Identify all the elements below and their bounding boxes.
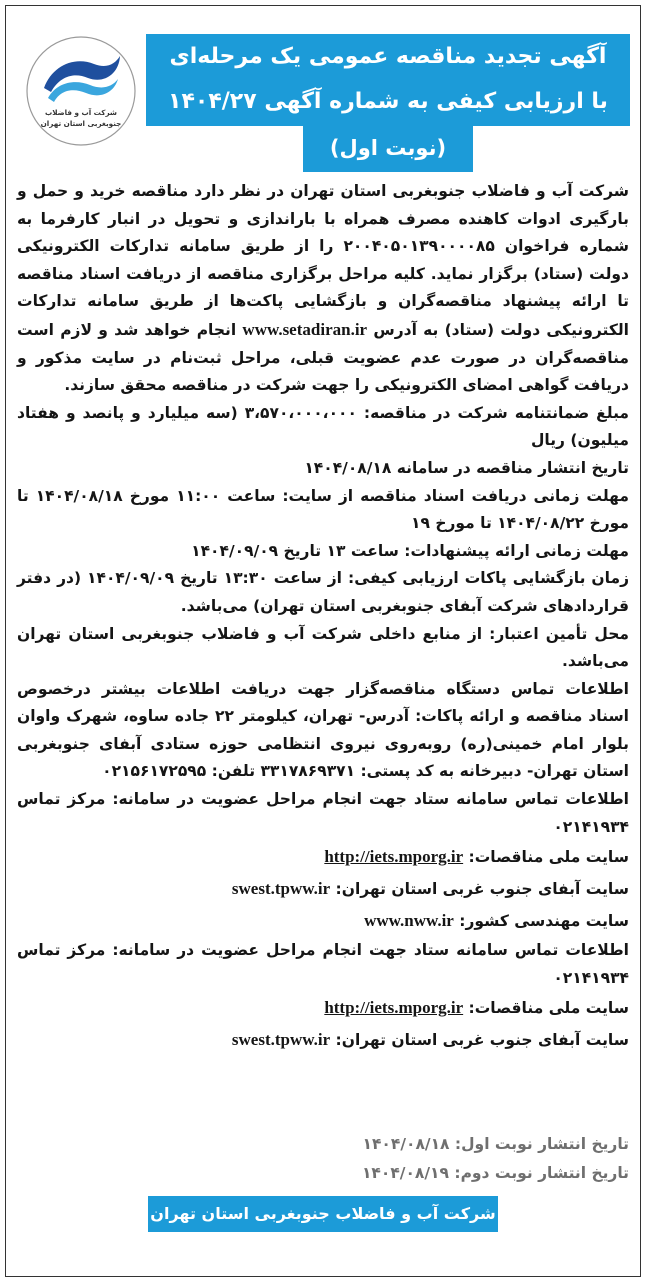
notice-main <box>17 178 629 1232</box>
footer-wrap <box>17 1196 629 1232</box>
logo-text-line2: جنوبغربی استان تهران <box>40 119 122 128</box>
system-publish-date: تاریخ انتشار مناقصه در سامانه ۱۴۰۴/۰۸/۱۸ <box>304 458 629 477</box>
notice-round-label: (نوبت اول) <box>303 126 473 172</box>
site-line-engineering <box>17 905 629 937</box>
site-line-abfa <box>17 1024 629 1056</box>
company-logo <box>24 34 138 148</box>
site-label: سایت ملی مناقصات: <box>463 999 629 1018</box>
site-url: swest.tpww.ir <box>231 1030 331 1050</box>
first-publication-date: تاریخ انتشار نوبت اول: ۱۴۰۴/۰۸/۱۸ <box>362 1135 629 1153</box>
opening-time: زمان بازگشایی پاکات ارزیابی کیفی: از ساعت ۱۳:۳۰ تاریخ ۱۴۰۴/۰۹/۰۹ (در دفتر قراردادهای شرکت آبفای جنوبغربی استان تهران) می‌باشد. <box>17 569 629 615</box>
setad-contact: اطلاعات تماس سامانه ستاد جهت انجام مراحل عضویت در سامانه: مرکز تماس ۰۲۱۴۱۹۳۴ <box>17 941 629 987</box>
site-label: سایت آبفای جنوب غربی استان تهران: <box>330 1031 629 1050</box>
intro-paragraph <box>17 178 629 400</box>
documents-deadline: مهلت زمانی دریافت اسناد مناقصه از سایت: ساعت ۱۱:۰۰ مورخ ۱۴۰۴/۰۸/۱۸ تا مورخ ۱۴۰۴/۰۸/۲۲ تا مورخ ۱۹ <box>17 486 629 533</box>
site-line-abfa <box>17 873 629 905</box>
company-logo-icon <box>24 34 138 148</box>
site-label: سایت آبفای جنوب غربی استان تهران: <box>330 880 629 899</box>
site-url: http://iets.mporg.ir <box>324 998 464 1018</box>
proposal-deadline: مهلت زمانی ارائه پیشنهادات: ساعت ۱۳ تاریخ ۱۴۰۴/۰۹/۰۹ <box>191 541 629 560</box>
setadiran-url: www.setadiran.ir <box>242 319 368 339</box>
intro-text-start: شرکت آب و فاضلاب جنوبغربی استان تهران در نظر دارد مناقصه خرید و حمل و بارگیری ادوات کاهنده مصرف همراه با باراندازی و تحویل در انبار کارفرما به شماره فراخوان ۲۰۰۴۰۵۰۱۳۹۰۰۰۰۸۵ را از طریق سامانه تدارکات الکترونیکی دولت (ستاد) برگزار نماید. کلیه مراحل برگزاری مناقصه از دریافت اسناد مناقصه تا ارائه پیشنهاد مناقصه‌گران و بازگشایی پاکت‌ها از طریق سامانه تدارکات الکترونیکی دولت (ستاد) به آدرس <box>17 182 629 339</box>
publication-dates <box>17 1116 629 1188</box>
logo-text-line1: شرکت آب و فاضلاب <box>44 108 118 117</box>
notice-title-line2: با ارزیابی کیفی به شماره آگهی ۱۴۰۴/۲۷ <box>168 89 608 114</box>
site-line-national <box>17 841 629 873</box>
notice-body <box>17 178 629 1188</box>
funding-source: محل تأمین اعتبار: از منابع داخلی شرکت آب و فاضلاب جنوبغربی استان تهران می‌باشد. <box>17 624 629 671</box>
notice-title-line1: آگهی تجدید مناقصه عمومی یک مرحله‌ای <box>169 44 607 69</box>
site-line-national <box>17 992 629 1024</box>
site-url: www.nww.ir <box>364 911 454 931</box>
site-url: http://iets.mporg.ir <box>324 847 464 867</box>
setad-contact: اطلاعات تماس سامانه ستاد جهت انجام مراحل عضویت در سامانه: مرکز تماس ۰۲۱۴۱۹۳۴ <box>17 790 629 836</box>
guarantee-amount: مبلغ ضمانتنامه شرکت در مناقصه: ۳،۵۷۰،۰۰۰،۰۰۰ (سه میلیارد و پانصد و هفتاد میلیون) ریال <box>17 403 630 450</box>
intro-text-end: انجام خواهد شد و لازم است مناقصه‌گران در صورت عدم عضویت قبلی، مراحل ثبت‌نام در سایت مذکور و دریافت گواهی امضای الکترونیکی را جهت شرکت در مناقصه محقق سازند. <box>17 320 629 395</box>
footer-company-name: شرکت آب و فاضلاب جنوبغربی استان تهران <box>148 1196 498 1232</box>
second-publication-date: تاریخ انتشار نوبت دوم: ۱۴۰۴/۰۸/۱۹ <box>361 1164 629 1182</box>
site-label: سایت ملی مناقصات: <box>463 848 629 867</box>
tenderer-contact: اطلاعات تماس دستگاه مناقصه‌گزار جهت دریافت اطلاعات بیشتر درخصوص اسناد مناقصه و ارائه پاکات: آدرس- تهران، کیلومتر ۲۲ جاده ساوه، شهرک واوان بلوار امام خمینی(ره) روبه‌روی نیروی انتظامی حوزه ستادی آبفای جنوبغربی استان تهران- دبیرخانه به کد پستی: ۳۳۱۷۸۶۹۳۷۱ تلفن: ۰۲۱۵۶۱۷۲۵۹۵ <box>17 679 629 781</box>
site-url: swest.tpww.ir <box>231 879 331 899</box>
notice-title-banner <box>146 34 630 126</box>
site-label: سایت مهندسی کشور: <box>453 912 629 931</box>
